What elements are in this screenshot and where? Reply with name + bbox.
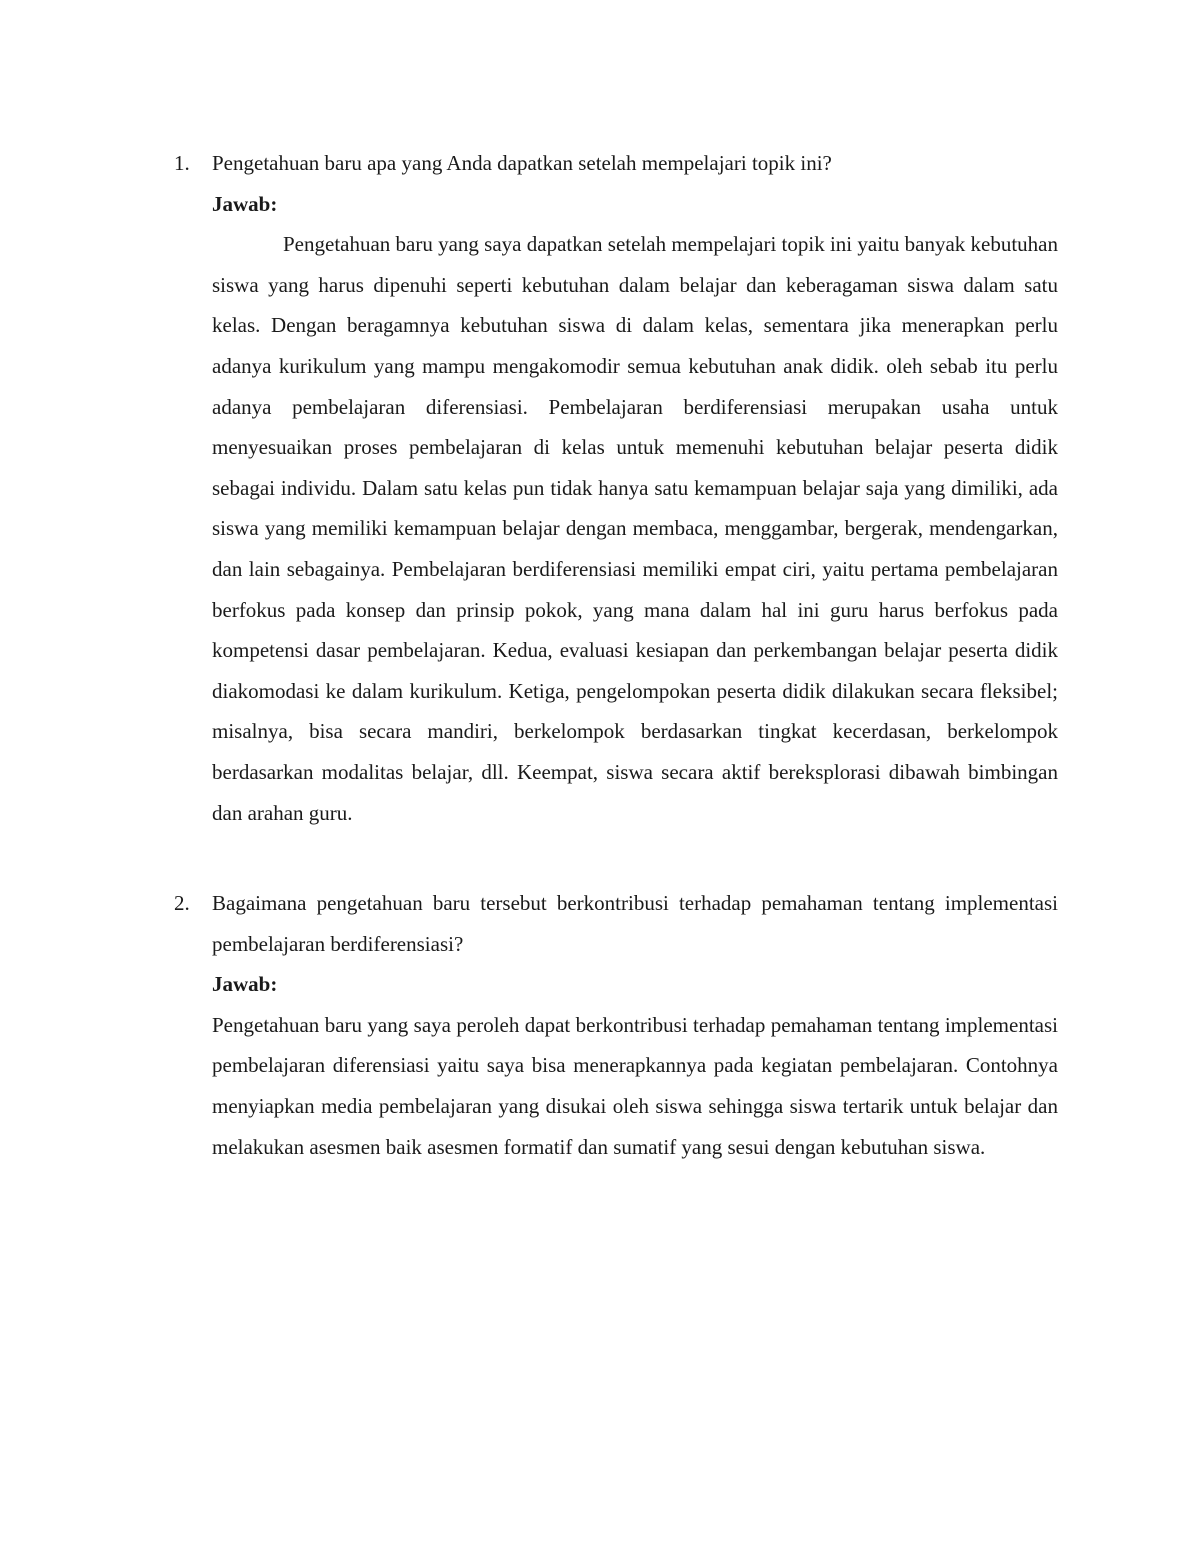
question-content — [212, 143, 1058, 833]
answer-paragraph: Pengetahuan baru yang saya dapatkan setelah mempelajari topik ini yaitu banyak kebutuhan siswa yang harus dipenuhi seperti kebutuhan dalam belajar dan keberagaman siswa dalam satu kelas. Dengan beragamnya kebutuhan siswa di dalam kelas, sementara jika menerapkan perlu adanya kurikulum yang mampu mengakomodir semua kebutuhan anak didik. oleh sebab itu perlu adanya pembelajaran diferensiasi. Pembelajaran berdiferensiasi merupakan usaha untuk menyesuaikan proses pembelajaran di kelas untuk memenuhi kebutuhan belajar peserta didik sebagai individu. Dalam satu kelas pun tidak hanya satu kemampuan belajar saja yang dimiliki, ada siswa yang memiliki kemampuan belajar dengan membaca, menggambar, bergerak, mendengarkan, dan lain sebagainya. Pembelajaran berdiferensiasi memiliki empat ciri, yaitu pertama pembelajaran berfokus pada konsep dan prinsip pokok, yang mana dalam hal ini guru harus berfokus pada kompetensi dasar pembelajaran. Kedua, evaluasi kesiapan dan perkembangan belajar peserta didik diakomodasi ke dalam kurikulum. Ketiga, pengelompokan peserta didik dilakukan secara fleksibel; misalnya, bisa secara mandiri, berkelompok berdasarkan tingkat kecerdasan, berkelompok berdasarkan modalitas belajar, dll. Keempat, siswa secara aktif bereksplorasi dibawah bimbingan dan arahan guru. — [212, 232, 1058, 825]
question-number: 2. — [174, 891, 190, 915]
answer-label: Jawab: — [212, 191, 278, 216]
question-number: 1. — [174, 151, 190, 175]
question-text: Bagaimana pengetahuan baru tersebut berkontribusi terhadap pemahaman tentang implementasi pembelajaran berdiferensiasi? — [212, 891, 1058, 956]
question-content — [212, 883, 1058, 1167]
answer-paragraph: Pengetahuan baru yang saya peroleh dapat berkontribusi terhadap pemahaman tentang implementasi pembelajaran diferensiasi yaitu saya bisa menerapkannya pada kegiatan pembelajaran. Contohnya menyiapkan media pembelajaran yang disukai oleh siswa sehingga siswa tertarik untuk belajar dan melakukan asesmen baik asesmen formatif dan sumatif yang sesui dengan kebutuhan siswa. — [212, 1012, 1058, 1159]
answer-label: Jawab: — [212, 972, 278, 997]
question-text: Pengetahuan baru apa yang Anda dapatkan setelah mempelajari topik ini? — [212, 151, 832, 175]
